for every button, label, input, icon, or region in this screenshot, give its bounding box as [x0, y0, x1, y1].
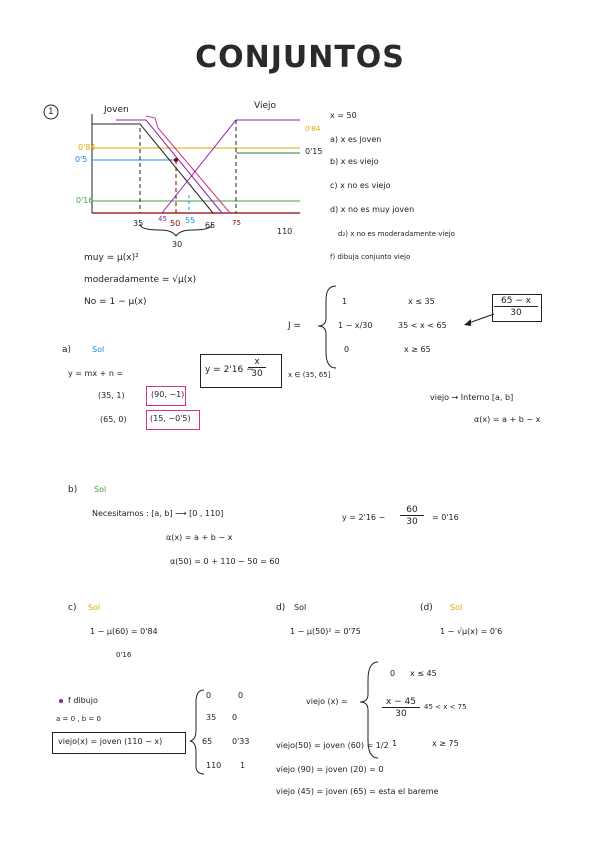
part-b-eq-right: = 0'16: [432, 513, 459, 522]
part-d-sol: Sol: [294, 603, 307, 612]
x-label-50: 50: [170, 219, 181, 228]
table-r3-c1: 65: [202, 737, 213, 746]
viejo-line: [162, 120, 300, 213]
viejo-row2-cond: 45 < x < 75: [424, 703, 467, 711]
def-moderadamente: moderadamente = √μ(x): [84, 275, 197, 285]
arrow-head: [464, 319, 471, 326]
part-d2-sol: Sol: [450, 603, 463, 612]
part-d-label: d): [276, 603, 286, 613]
viejo-row1-cond: x ≤ 45: [410, 669, 437, 678]
part-d-line1: 1 − μ(50)² = 0'75: [290, 627, 361, 636]
part-f-ab: a = 0 , b = 0: [56, 715, 101, 723]
joven-row2-cond: 35 < x < 65: [398, 321, 447, 330]
part-a-sol: Sol: [92, 345, 105, 354]
brace-table: [190, 690, 204, 774]
part-c-line2: 0'16: [116, 651, 132, 659]
table-r2-c1: 35: [206, 713, 217, 722]
part-c-label: c): [68, 603, 77, 613]
question-a: a) x es joven: [330, 135, 382, 144]
part-b-line2: α(x) = a + b − x: [166, 533, 233, 542]
table-r1-c2: 0: [238, 691, 244, 700]
table-r1-c1: 0: [206, 691, 212, 700]
x-label-35: 35: [133, 219, 144, 228]
viejo-row2-den: 30: [395, 709, 407, 719]
joven-piecewise-label: J =: [288, 321, 302, 331]
brace-label: 30: [172, 240, 183, 249]
joven-row3-value: 0: [344, 345, 350, 354]
joven-line: [92, 124, 213, 213]
page-title: CONJUNTOS: [195, 40, 405, 75]
part-c-sol: Sol: [88, 603, 101, 612]
part-a-p1-boxed: (90, −1): [151, 390, 185, 399]
x-label-55: 55: [185, 216, 196, 225]
problem-number: 1: [48, 107, 54, 117]
x-label-75: 75: [232, 219, 241, 227]
question-d: d) x no es muy joven: [330, 205, 415, 214]
part-b-sol: Sol: [94, 485, 107, 494]
part-a-p1: (35, 1): [98, 391, 125, 400]
viejo-note-2: α(x) = a + b − x: [474, 415, 541, 424]
joven-line-purple: [116, 120, 222, 213]
y-label-084: 0'84: [78, 143, 96, 152]
x-label-65: 65: [205, 221, 216, 230]
part-a-result-num: x: [248, 358, 266, 368]
joven-row2-value: 1 − x/30: [338, 321, 373, 330]
part-a-eq: y = mx + n =: [68, 369, 124, 378]
bullet-dot: [59, 699, 63, 703]
table-r2-c2: 0: [232, 713, 238, 722]
part-c-line1: 1 − μ(60) = 0'84: [90, 627, 158, 636]
x-label-110: 110: [277, 227, 293, 236]
joven-row3-cond: x ≥ 65: [404, 345, 431, 354]
part-b-line1: Necesitamos : [a, b] ⟶ [0 , 110]: [92, 509, 224, 518]
part-b-eq-den: 30: [406, 517, 418, 527]
viejo-row1-value: 0: [390, 669, 396, 678]
part-b-label: b): [68, 485, 78, 495]
part-d2-label: (d): [420, 603, 433, 613]
question-x: x = 50: [330, 111, 357, 120]
point-50: [174, 158, 178, 162]
part-d2-line1: 1 − √μ(x) = 0'6: [440, 627, 503, 636]
note-1: viejo(50) = joven (60) = 1/2: [276, 741, 389, 750]
table-r3-c2: 0'33: [232, 737, 250, 746]
side-fraction-den: 30: [510, 308, 522, 318]
part-a-result-den: 30: [251, 369, 263, 379]
viejo-row2-num: x − 45: [382, 698, 420, 708]
viejo-row3-cond: x ≥ 75: [432, 739, 459, 748]
part-f-label: f dibujo: [68, 696, 98, 705]
y-label-right-084: 0'84: [305, 125, 321, 133]
question-f: f) dibuja conjunto viejo: [330, 253, 411, 261]
table-r4-c2: 1: [240, 761, 246, 770]
note-3: viejo (45) = joven (65) = esta el bareme: [276, 787, 439, 796]
viejo-row2-frac: [382, 698, 420, 719]
x-label-45: 45: [158, 215, 167, 223]
joven-line-pink: [146, 116, 230, 213]
part-b-eq-num: 60: [400, 506, 424, 516]
def-no: No = 1 − μ(x): [84, 297, 147, 307]
question-d2: d₂) x no es moderadamente viejo: [338, 230, 455, 238]
label-viejo: Viejo: [254, 101, 277, 111]
question-b: b) x es viejo: [330, 157, 379, 166]
y-label-016: 0'16: [76, 196, 94, 205]
table-r4-c1: 110: [206, 761, 222, 770]
viejo-note-1: viejo → Interno [a, b]: [430, 393, 514, 402]
part-b-eq-frac: [400, 506, 424, 527]
part-b-line3: α(50) = 0 + 110 − 50 = 60: [170, 557, 280, 566]
joven-row1-value: 1: [342, 297, 348, 306]
part-a-p2-boxed: (15, −0'5): [150, 414, 191, 423]
question-c: c) x no es viejo: [330, 181, 391, 190]
label-joven: Joven: [104, 105, 129, 115]
part-a-domain: x ∈ (35, 65]: [288, 371, 331, 379]
viejo-row3-value: 1: [392, 739, 398, 748]
note-2: viejo (90) = joven (20) = 0: [276, 765, 384, 774]
viejo-piecewise-label: viejo (x) =: [306, 697, 348, 706]
part-a-result-frac: [248, 358, 266, 379]
part-a-p2: (65, 0): [100, 415, 127, 424]
def-muy: muy = μ(x)²: [84, 253, 139, 263]
side-fraction: [494, 297, 538, 318]
y-label-05: 0'5: [75, 155, 88, 164]
part-a-result-left: y = 2'16 −: [205, 365, 254, 375]
part-b-eq-left: y = 2'16 −: [342, 513, 386, 522]
joven-row1-cond: x ≤ 35: [408, 297, 435, 306]
brace-joven: [318, 286, 336, 368]
part-f-boxed: viejo(x) = joven (110 − x): [58, 737, 163, 746]
side-fraction-num: 65 − x: [494, 297, 538, 307]
part-a-label: a): [62, 345, 72, 355]
y-label-right-015: 0'15: [305, 147, 323, 156]
